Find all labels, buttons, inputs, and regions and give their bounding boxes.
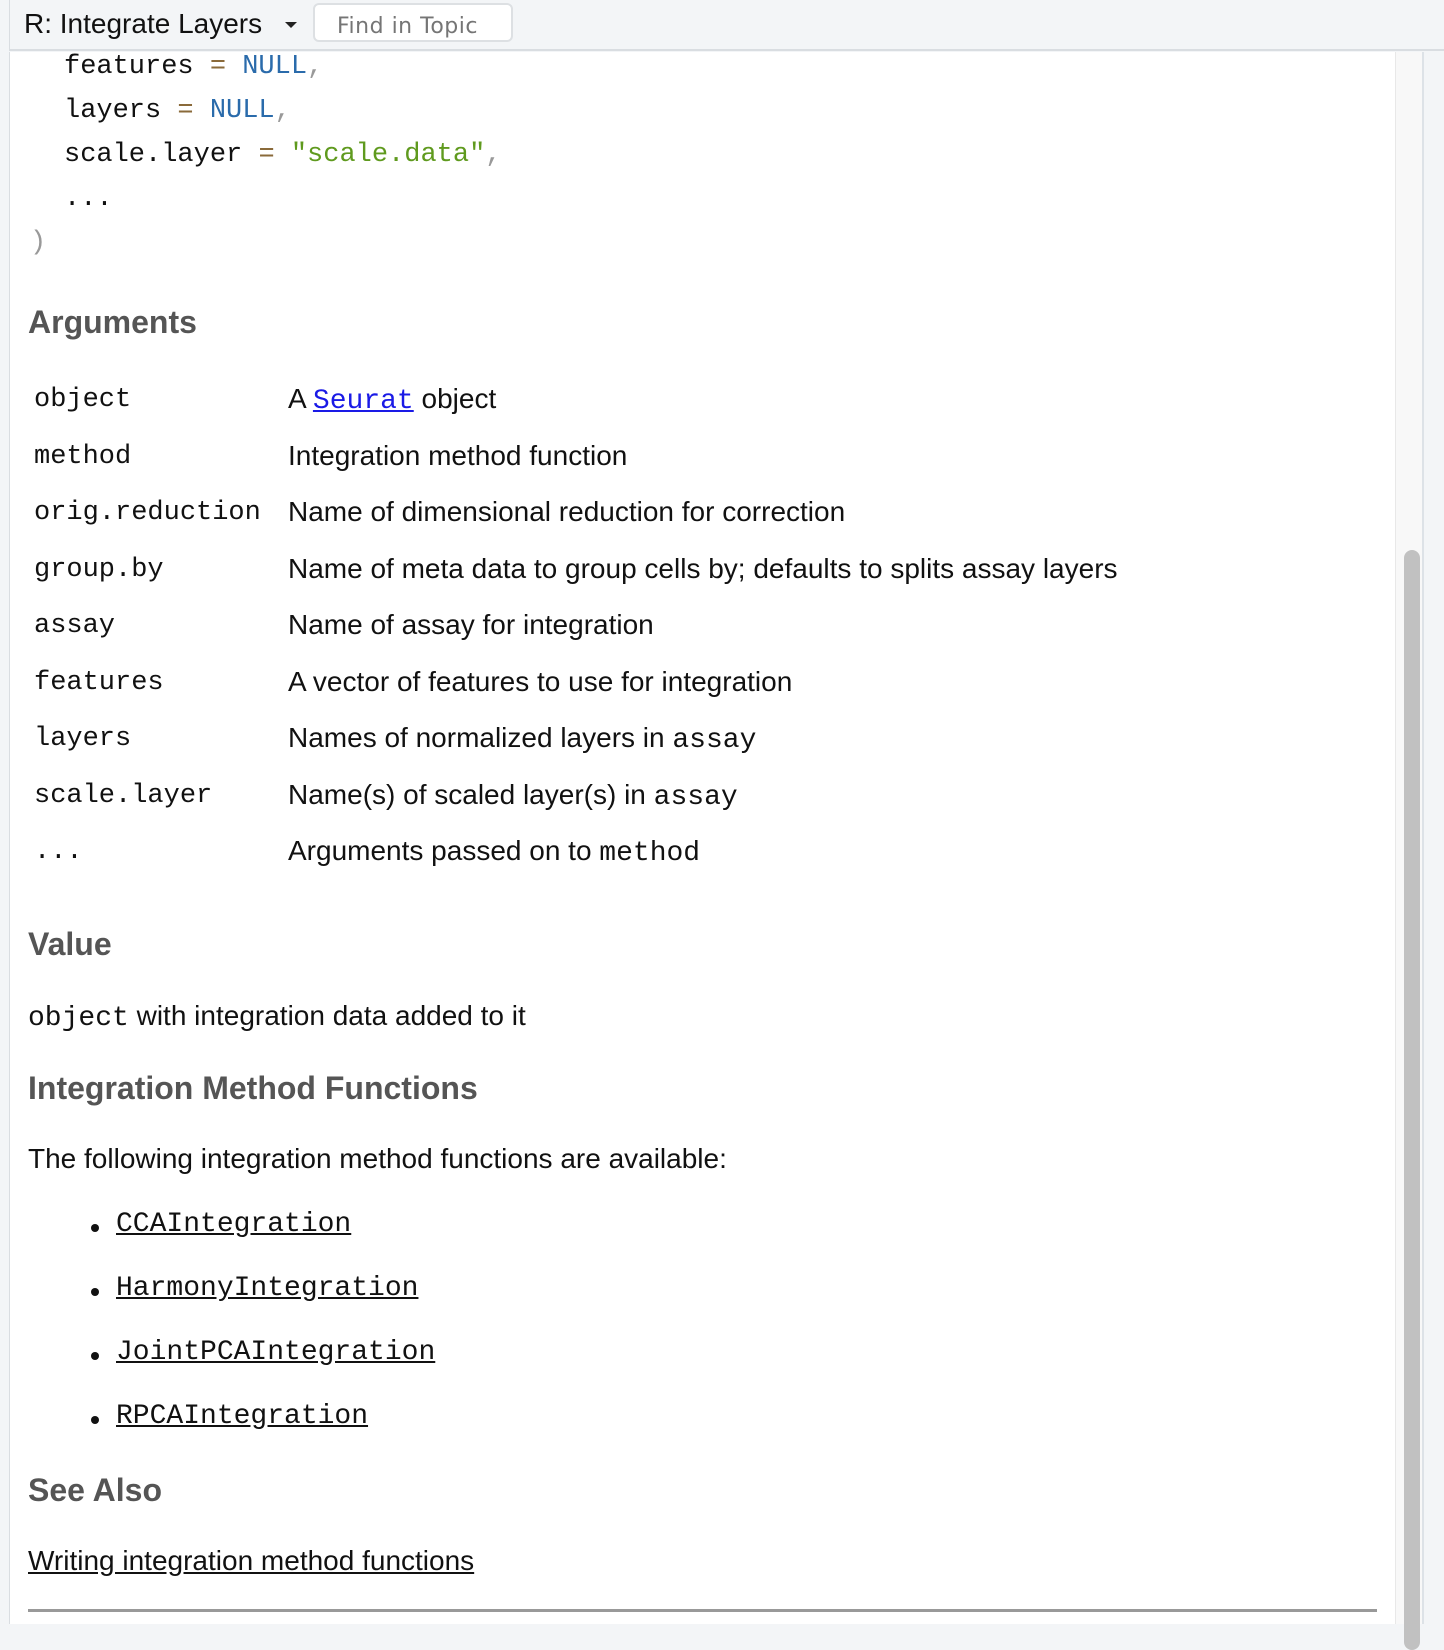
desc-text: Name of meta data to group cells by; defaults to splits assay layers <box>288 552 1118 584</box>
desc-text: Name of assay for integration <box>288 609 654 640</box>
desc-text: Name of dimensional reduction for correction <box>288 496 846 527</box>
value-code: object <box>28 1003 129 1034</box>
argument-description <box>288 440 627 472</box>
argument-name: orig.reduction <box>34 498 261 528</box>
argument-name: assay <box>34 611 116 641</box>
arguments-heading: Arguments <box>28 304 197 340</box>
scrollbar-thumb[interactable] <box>1404 550 1420 1650</box>
argument-description <box>288 835 700 869</box>
argument-description <box>288 722 756 756</box>
method-link[interactable]: HarmonyIntegration <box>116 1273 419 1304</box>
vertical-scrollbar[interactable] <box>1395 52 1424 1624</box>
code-arg: scale.layer <box>64 140 243 170</box>
argument-name: scale.layer <box>34 780 213 811</box>
code-comma: , <box>485 140 502 170</box>
code-op: = <box>209 52 227 82</box>
usage-line <box>64 140 501 170</box>
methods-intro: The following integration method functions are available: <box>28 1143 727 1174</box>
code-value: "scale.data" <box>290 140 486 170</box>
bullet-icon <box>91 1352 99 1360</box>
desc-text: Names of normalized layers in <box>288 722 673 753</box>
method-link[interactable]: CCAIntegration <box>116 1209 352 1240</box>
desc-text: A <box>288 383 313 414</box>
value-heading: Value <box>28 926 112 962</box>
argument-name: layers <box>34 724 132 754</box>
argument-description <box>288 609 654 641</box>
desc-code: assay <box>672 725 757 756</box>
argument-description <box>288 553 1118 585</box>
argument-name: features <box>34 667 164 698</box>
argument-name: group.by <box>34 554 164 585</box>
desc-text: Integration method function <box>288 439 628 471</box>
desc-code: method <box>599 838 701 869</box>
argument-description <box>288 383 496 417</box>
value-text <box>28 1000 526 1034</box>
argument-description <box>288 496 845 528</box>
desc-code: assay <box>653 781 738 813</box>
desc-text: object <box>413 383 497 414</box>
desc-text: A vector of features to use for integration <box>288 665 793 697</box>
topic-title-dropdown[interactable]: R: Integrate Layers <box>24 8 263 39</box>
code-arg: layers <box>64 96 162 126</box>
help-content <box>9 52 1395 1624</box>
chevron-down-icon[interactable] <box>285 22 297 28</box>
usage-line <box>64 52 323 82</box>
usage-line <box>64 96 291 126</box>
desc-text: Name(s) of scaled layer(s) in <box>288 778 654 810</box>
argument-description <box>288 666 792 698</box>
code-comma: , <box>274 96 291 126</box>
code-arg: features <box>64 52 194 82</box>
argument-name: ... <box>34 837 83 867</box>
usage-close: ) <box>30 228 47 258</box>
help-toolbar <box>9 0 1444 51</box>
method-link[interactable]: JointPCAIntegration <box>116 1337 436 1368</box>
bullet-icon <box>91 1224 99 1232</box>
code-op: = <box>258 140 275 170</box>
code-op: = <box>177 96 194 126</box>
value-desc: with integration data added to it <box>128 1000 526 1031</box>
method-link[interactable]: RPCAIntegration <box>116 1401 369 1432</box>
code-value: NULL <box>242 52 308 82</box>
see-also-heading: See Also <box>28 1472 162 1508</box>
argument-name: method <box>34 441 132 472</box>
usage-dots: ... <box>64 184 113 214</box>
bullet-icon <box>91 1288 99 1296</box>
argument-name: object <box>34 385 132 415</box>
bullet-icon <box>91 1416 99 1424</box>
seurat-link[interactable]: Seurat <box>312 386 414 417</box>
code-value: NULL <box>209 96 275 126</box>
argument-description <box>288 779 738 813</box>
find-in-topic-input[interactable] <box>313 3 513 42</box>
see-also-link[interactable]: Writing integration method functions <box>28 1545 475 1576</box>
methods-heading: Integration Method Functions <box>28 1070 478 1106</box>
desc-text: Arguments passed on to <box>288 835 600 866</box>
code-comma: , <box>307 52 324 82</box>
divider <box>28 1609 1377 1612</box>
